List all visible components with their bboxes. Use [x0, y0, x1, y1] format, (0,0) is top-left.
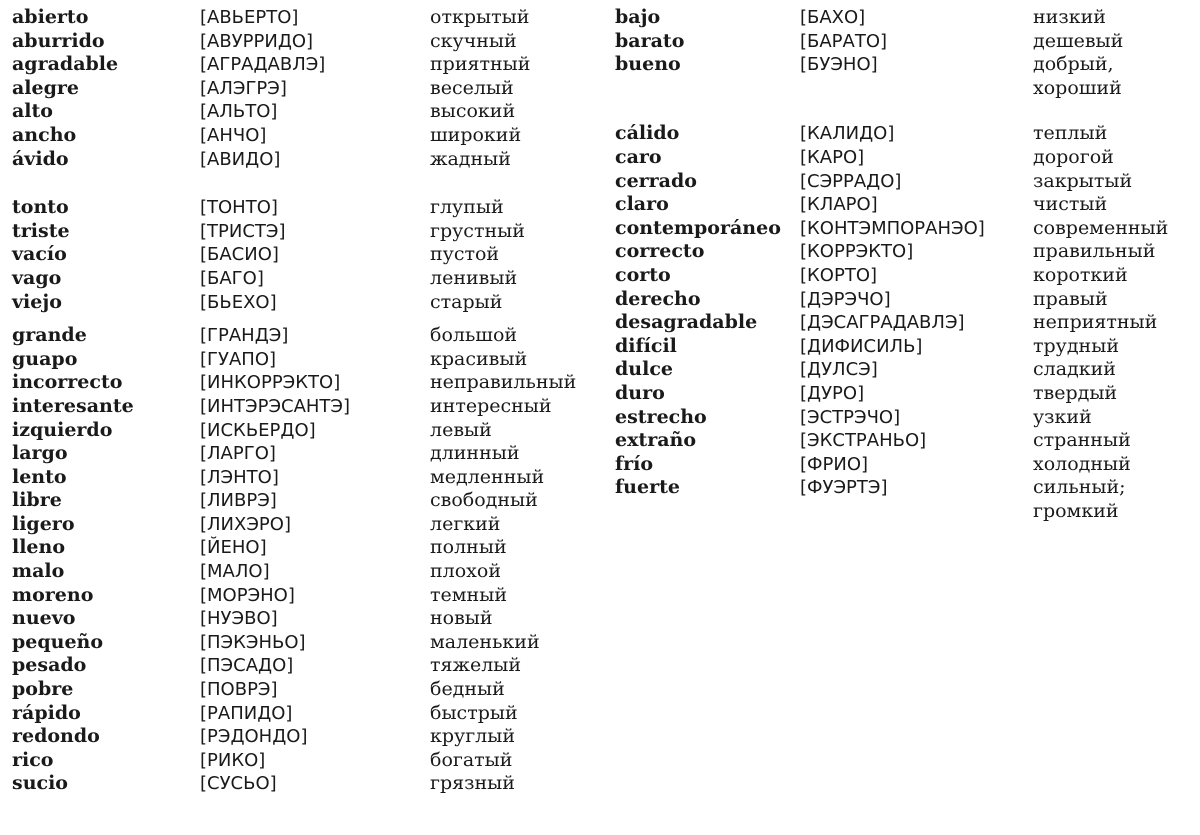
spanish-word: guapo	[12, 347, 78, 370]
spanish-word: contemporáneo	[615, 216, 781, 239]
transcription: [РЭДОНДО]	[200, 726, 308, 748]
transcription-column-left	[200, 6, 350, 796]
spanish-word: ávido	[12, 147, 69, 170]
transcription: [ЛИХЭРО]	[200, 513, 291, 535]
spanish-word: izquierdo	[12, 418, 113, 441]
russian-translation: маленький	[430, 630, 540, 653]
transcription: [КОРРЭКТО]	[800, 241, 914, 263]
spanish-word: viejo	[12, 290, 62, 313]
russian-translation: бедный	[430, 678, 505, 701]
transcription: [ДУРО]	[800, 382, 865, 404]
spanish-word: pobre	[12, 678, 74, 701]
transcription: [РАПИДО]	[200, 702, 293, 724]
group-spacer	[12, 314, 134, 324]
group-spacer	[800, 77, 985, 101]
group-spacer	[200, 314, 350, 324]
spanish-word: nuevo	[12, 607, 76, 630]
spanish-word: pesado	[12, 654, 87, 677]
spanish-word: vacío	[12, 243, 67, 266]
transcription: [ПЭСАДО]	[200, 655, 294, 677]
russian-translation: низкий	[1033, 6, 1106, 28]
transcription: [АЛЭГРЭ]	[200, 77, 287, 99]
russian-translation: закрытый	[1033, 169, 1133, 192]
spanish-word: barato	[615, 29, 685, 52]
spanish-word: triste	[12, 219, 70, 242]
spanish-word: pequeño	[12, 630, 104, 653]
spanish-word: duro	[615, 381, 665, 404]
transcription: [ФУЭРТЭ]	[800, 477, 888, 499]
transcription: [АВИДО]	[200, 148, 281, 170]
transcription: [ПОВРЭ]	[200, 679, 278, 701]
russian-translation: большой	[430, 324, 518, 347]
spanish-word: moreno	[12, 583, 94, 606]
russian-translation: свободный	[430, 489, 538, 512]
transcription: [ТРИСТЭ]	[200, 220, 286, 242]
transcription: [ИНТЭРЭСАНТЭ]	[200, 395, 351, 417]
transcription: [ГУАПО]	[200, 348, 277, 370]
russian-translation: скучный	[430, 29, 517, 52]
spanish-word: aburrido	[12, 29, 105, 52]
group-spacer	[430, 171, 576, 196]
russian-translation: полный	[430, 536, 507, 559]
spanish-word: abierto	[12, 6, 89, 28]
russian-translation: сладкий	[1033, 358, 1116, 381]
transcription: [ЛАРГО]	[200, 443, 276, 465]
transcription: [БАСИО]	[200, 244, 279, 266]
russian-translation: современный	[1033, 216, 1169, 239]
transcription: [КОНТЭМПОРАНЭО]	[800, 217, 985, 239]
russian-translation: приятный	[430, 53, 531, 76]
russian-translation: интересный	[430, 394, 552, 417]
spanish-word: ligero	[12, 512, 75, 535]
russian-column-right	[1033, 6, 1168, 523]
transcription: [ГРАНДЭ]	[200, 325, 289, 347]
russian-translation: быстрый	[430, 701, 518, 724]
transcription: [ИНКОРРЭКТО]	[200, 372, 341, 394]
transcription: [АГРАДАВЛЭ]	[200, 54, 326, 76]
spanish-column-left	[12, 6, 134, 796]
spanish-word: ancho	[12, 123, 77, 146]
russian-translation: богатый	[430, 748, 513, 771]
group-spacer	[1033, 100, 1168, 122]
russian-translation: тяжелый	[430, 654, 522, 677]
transcription: [ЭСТРЭЧО]	[800, 406, 901, 428]
spanish-word: incorrecto	[12, 371, 123, 394]
spanish-word: grande	[12, 324, 87, 347]
transcription: [ЛИВРЭ]	[200, 490, 277, 512]
spanish-word: frío	[615, 452, 654, 475]
spanish-word: claro	[615, 193, 669, 216]
transcription: [ЙЕНО]	[200, 537, 267, 559]
transcription: [ЭКСТРАНЬО]	[800, 430, 927, 452]
russian-translation: дорогой	[1033, 145, 1114, 168]
russian-translation: легкий	[430, 512, 501, 535]
transcription: [ЛЭНТО]	[200, 466, 279, 488]
russian-translation: неприятный	[1033, 311, 1158, 334]
transcription: [АНЧО]	[200, 124, 267, 146]
transcription: [КАЛИДО]	[800, 123, 895, 145]
russian-translation: правый	[1033, 287, 1108, 310]
transcription: [ФРИО]	[800, 453, 869, 475]
spanish-word: dulce	[615, 358, 673, 381]
spanish-word: rico	[12, 748, 54, 771]
transcription: [КАРО]	[800, 146, 865, 168]
russian-translation: глупый	[430, 196, 504, 219]
spanish-word: desagradable	[615, 311, 758, 334]
russian-translation: чистый	[1033, 193, 1108, 216]
transcription: [БАГО]	[200, 267, 264, 289]
russian-translation: медленный	[430, 465, 545, 488]
spanish-word: difícil	[615, 334, 677, 357]
spanish-word: estrecho	[615, 405, 707, 428]
russian-translation: грустный	[430, 219, 525, 242]
russian-translation: старый	[430, 290, 503, 313]
spanish-word: rápido	[12, 701, 81, 724]
spanish-word: redondo	[12, 725, 100, 748]
transcription: [МАЛО]	[200, 561, 270, 583]
russian-translation-cont: хороший	[1033, 76, 1122, 99]
spanish-word: interesante	[12, 394, 134, 417]
spanish-word: alto	[12, 100, 53, 123]
transcription: [СЭРРАДО]	[800, 170, 902, 192]
russian-translation: дешевый	[1033, 29, 1124, 52]
group-spacer	[800, 100, 985, 122]
transcription: [НУЭВО]	[200, 608, 278, 630]
spanish-word: cálido	[615, 122, 680, 145]
russian-translation: высокий	[430, 100, 516, 123]
transcription: [ПЭКЭНЬО]	[200, 631, 306, 653]
spanish-word: fuerte	[615, 476, 680, 499]
russian-translation: грязный	[430, 772, 515, 795]
russian-translation: круглый	[430, 725, 516, 748]
spanish-word: lento	[12, 465, 67, 488]
russian-translation: плохой	[430, 560, 501, 583]
transcription: [ДЭРЭЧО]	[800, 288, 891, 310]
transcription-column-right	[800, 6, 985, 500]
spanish-word: alegre	[12, 76, 80, 99]
transcription: [АВЬЕРТО]	[200, 7, 299, 28]
russian-translation: трудный	[1033, 334, 1120, 357]
transcription: [БАРАТО]	[800, 30, 888, 52]
russian-translation: красивый	[430, 347, 528, 370]
spanish-word: lleno	[12, 536, 66, 559]
group-spacer	[615, 100, 781, 122]
transcription: [КЛАРО]	[800, 194, 878, 216]
transcription: [ДИФИСИЛЬ]	[800, 335, 923, 357]
transcription: [АВУРРИДО]	[200, 30, 314, 52]
spanish-word: sucio	[12, 772, 68, 795]
transcription: [ИСКЬЕРДО]	[200, 419, 316, 441]
russian-translation: веселый	[430, 76, 514, 99]
group-spacer	[430, 314, 576, 324]
group-spacer	[12, 171, 134, 196]
spanish-word: derecho	[615, 287, 701, 310]
transcription: [БУЭНО]	[800, 54, 878, 76]
russian-translation: сильный;	[1033, 476, 1126, 499]
russian-translation: добрый,	[1033, 53, 1114, 76]
russian-translation: левый	[430, 418, 492, 441]
spanish-word: vago	[12, 266, 62, 289]
russian-translation: пустой	[430, 243, 500, 266]
spanish-word: corto	[615, 263, 671, 286]
russian-translation: короткий	[1033, 263, 1128, 286]
russian-translation: холодный	[1033, 452, 1131, 475]
transcription: [ДУЛСЭ]	[800, 359, 878, 381]
russian-translation-cont: громкий	[1033, 499, 1119, 522]
russian-translation: открытый	[430, 6, 530, 28]
spanish-word: tonto	[12, 196, 69, 219]
transcription: [ДЭСАГРАДАВЛЭ]	[800, 312, 965, 334]
spanish-word: caro	[615, 145, 662, 168]
spanish-word: cerrado	[615, 169, 697, 192]
transcription: [БАХО]	[800, 7, 866, 28]
group-spacer	[615, 77, 781, 101]
spanish-column-right	[615, 6, 781, 500]
spanish-word: malo	[12, 560, 65, 583]
spanish-word: largo	[12, 442, 68, 465]
spanish-word: extraño	[615, 429, 697, 452]
transcription: [БЬЕХО]	[200, 291, 277, 313]
russian-column-left	[430, 6, 576, 796]
russian-translation: темный	[430, 583, 507, 606]
transcription: [МОРЭНО]	[200, 584, 295, 606]
transcription: [СУСЬО]	[200, 773, 277, 795]
spanish-word: agradable	[12, 53, 119, 76]
transcription: [КОРТО]	[800, 264, 878, 286]
spanish-word: bajo	[615, 6, 661, 28]
russian-translation: странный	[1033, 429, 1131, 452]
russian-translation: узкий	[1033, 405, 1092, 428]
russian-translation: новый	[430, 607, 493, 630]
transcription: [РИКО]	[200, 749, 266, 771]
spanish-word: correcto	[615, 240, 705, 263]
russian-translation: жадный	[430, 147, 511, 170]
russian-translation: теплый	[1033, 122, 1108, 145]
russian-translation: неправильный	[430, 371, 577, 394]
russian-translation: длинный	[430, 442, 520, 465]
spanish-word: libre	[12, 489, 62, 512]
transcription: [ТОНТО]	[200, 197, 278, 219]
transcription: [АЛЬТО]	[200, 101, 278, 123]
group-spacer	[200, 171, 350, 196]
russian-translation: твердый	[1033, 381, 1118, 404]
spanish-word: bueno	[615, 53, 681, 76]
russian-translation: ленивый	[430, 266, 518, 289]
russian-translation: широкий	[430, 123, 522, 146]
russian-translation: правильный	[1033, 240, 1156, 263]
